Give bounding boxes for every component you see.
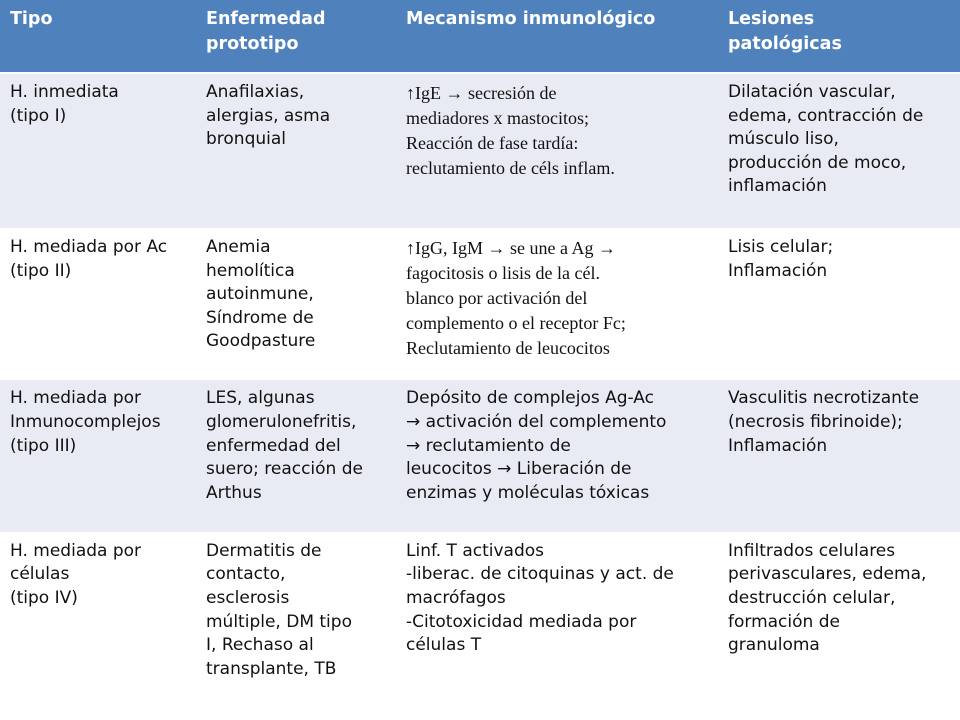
cell-line: -liberac. de citoquinas y act. de	[406, 564, 674, 585]
cell-enfermedad	[196, 532, 396, 720]
header-mecanismo	[396, 0, 718, 73]
header-enfermedad	[196, 0, 396, 73]
cell-line: destrucción celular,	[728, 588, 896, 609]
cell-line: Lisis celular;	[728, 236, 834, 257]
table-row	[0, 228, 960, 379]
cell-line: suero; reacción de	[206, 459, 363, 480]
cell-line: → reclutamiento de	[406, 435, 571, 456]
cell-line: Arthus	[206, 482, 262, 503]
cell-line: prototipo	[206, 34, 299, 54]
cell-line: células	[10, 564, 70, 585]
cell-line: músculo liso,	[728, 129, 839, 150]
cell-line: complemento o el receptor Fc;	[406, 312, 626, 333]
cell-line: enzimas y moléculas tóxicas	[406, 482, 650, 503]
cell-tipo	[0, 380, 196, 532]
cell-mecanismo	[396, 228, 718, 379]
cell-line: Lesiones	[728, 9, 815, 29]
cell-line: (tipo II)	[10, 260, 72, 281]
cell-line: Síndrome de	[206, 307, 314, 328]
cell-line: Infiltrados celulares	[728, 540, 896, 561]
cell-line: fagocitosis o lisis de la cél.	[406, 262, 600, 283]
cell-line: (tipo IV)	[10, 588, 78, 609]
cell-tipo	[0, 228, 196, 379]
cell-line: formación de	[728, 611, 840, 632]
cell-line: (necrosis fibrinoide);	[728, 412, 903, 433]
cell-line: Dermatitis de	[206, 540, 322, 561]
cell-line: glomerulonefritis,	[206, 412, 357, 433]
cell-line: Reacción de fase tardía:	[406, 133, 579, 153]
cell-line: transplante, TB	[206, 658, 337, 679]
cell-enfermedad	[196, 228, 396, 379]
cell-line: esclerosis	[206, 588, 290, 609]
cell-mecanismo	[396, 532, 718, 720]
cell-line: Anafilaxias,	[206, 82, 305, 102]
cell-line: Dilatación vascular,	[728, 82, 896, 102]
cell-enfermedad	[196, 380, 396, 532]
cell-line: leucocitos → Liberación de	[406, 459, 632, 480]
cell-line: autoinmune,	[206, 284, 314, 305]
header-tipo	[0, 0, 196, 73]
cell-line: Enfermedad	[206, 9, 326, 29]
cell-line: enfermedad del	[206, 435, 341, 456]
cell-line: contacto,	[206, 564, 286, 585]
cell-line: H. mediada por	[10, 388, 142, 409]
cell-line: ↑IgE → secresión de	[406, 83, 557, 103]
cell-line: reclutamiento de céls inflam.	[406, 158, 615, 178]
cell-line: producción de moco,	[728, 152, 907, 173]
cell-line: patológicas	[728, 34, 842, 54]
cell-lesiones	[718, 380, 960, 532]
table-row	[0, 73, 960, 228]
cell-line: granuloma	[728, 635, 820, 656]
cell-line: ↑IgG, IgM → se une a Ag →	[406, 237, 616, 258]
cell-line: H. mediada por	[10, 540, 142, 561]
cell-line: células T	[406, 635, 482, 656]
cell-lesiones	[718, 73, 960, 228]
cell-lesiones	[718, 532, 960, 720]
header-lesiones	[718, 0, 960, 73]
cell-line: Linf. T activados	[406, 540, 544, 561]
cell-line: alergias, asma	[206, 105, 331, 126]
cell-line: Goodpasture	[206, 331, 316, 352]
cell-line: I, Rechaso al	[206, 635, 314, 656]
cell-line: edema, contracción de	[728, 105, 924, 126]
cell-line: bronquial	[206, 129, 287, 150]
cell-lesiones	[718, 228, 960, 379]
cell-line: Vasculitis necrotizante	[728, 388, 920, 409]
cell-line: mediadores x mastocitos;	[406, 108, 589, 128]
cell-line: Tipo	[10, 9, 53, 29]
cell-line: Anemia	[206, 236, 271, 257]
cell-line: Mecanismo inmunológico	[406, 9, 656, 29]
cell-line: hemolítica	[206, 260, 295, 281]
cell-tipo	[0, 73, 196, 228]
table-row	[0, 532, 960, 720]
cell-line: perivasculares, edema,	[728, 564, 927, 585]
cell-enfermedad	[196, 73, 396, 228]
cell-line: H. mediada por Ac	[10, 236, 168, 257]
cell-line: H. inmediata	[10, 82, 119, 102]
cell-line: (tipo I)	[10, 105, 67, 126]
cell-line: LES, algunas	[206, 388, 315, 409]
cell-line: Inflamación	[728, 435, 828, 456]
cell-mecanismo	[396, 380, 718, 532]
cell-line: Inflamación	[728, 260, 828, 281]
cell-line: macrófagos	[406, 588, 506, 609]
cell-line: Inmunocomplejos	[10, 412, 161, 433]
cell-line: → activación del complemento	[406, 412, 667, 433]
table-row	[0, 380, 960, 532]
cell-line: inflamación	[728, 176, 827, 197]
cell-line: múltiple, DM tipo	[206, 611, 352, 632]
cell-line: Reclutamiento de leucocitos	[406, 337, 610, 358]
cell-line: (tipo III)	[10, 435, 77, 456]
cell-line: -Citotoxicidad mediada por	[406, 611, 637, 632]
cell-line: Depósito de complejos Ag-Ac	[406, 388, 654, 409]
cell-line: blanco por activación del	[406, 287, 588, 308]
cell-tipo	[0, 532, 196, 720]
cell-mecanismo	[396, 73, 718, 228]
header-row	[0, 0, 960, 73]
